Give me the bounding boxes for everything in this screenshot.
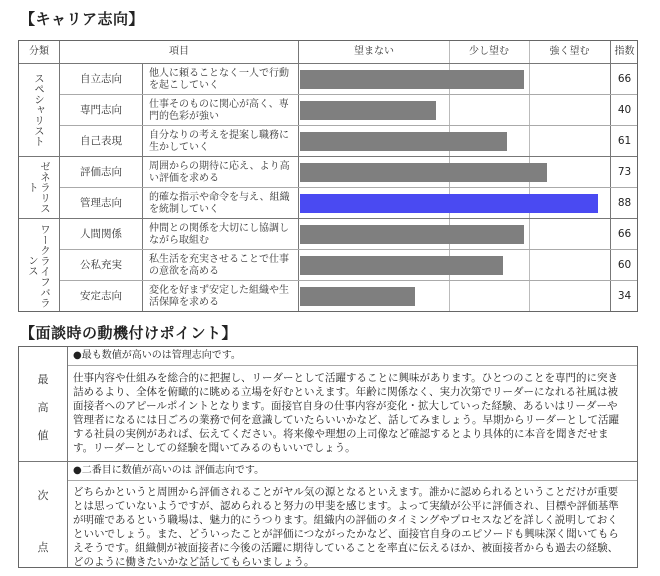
row-name: 専門志向 [80,104,122,116]
top-body: 仕事内容や仕組みを総合的に把握し、リーダーとして活躍することに興味があります。ひとつのことを専門的に突き詰めるより、全体を俯瞰的に眺める立場を好むといえます。年齢に関係なく、実力次第でリーダーになれる社風は被面接者へのアピールポイントとなります。面接官自身の仕事内容が変化・拡大していった経験、あるいはリーダーや管理者になるには日ごろの業務で何を意識していたらいいかなど、話してみましょう。早期からリーダーとして活躍する社員の実例があれば、伝えてください。将来像や理想の上司像など確認するとより具体的に本音を聞きだせます。リーダーとしての経験を聞いてみるのもいいでしょう。 [73,372,619,454]
headline-divider [68,480,637,481]
header-item: 項目 [169,46,189,57]
score-bar [300,194,598,213]
second-headline: ●二番目に数値が高いのは 評価志向です。 [73,465,265,476]
second-label-char: 点 [37,541,49,554]
col-divider [298,41,299,311]
header-score: 指数 [614,46,635,57]
second-body: どちらかというと周囲から評価されることがヤル気の源となるといえます。誰かに認められるということだけが重要とは思っていないようですが、認められると努力の甲斐を感じます。よって実績が公平に評価され、目標や評価基準が明確であるという職場は、魅力的にうつります。組織内の評価のタイミングやプロセスなどを詳しく説明しておくといいでしょう。また、どういったことが評価につながったかなど、面接官自身のエピソードも興味深く聞いてもらえそうです。組織側が被面接者に今後の活躍に期待していることを率直に伝えるほか、被面接者からも過去の経験、どのように働きたいかなど話してもらいましょう。 [73,486,619,568]
row-score: 34 [617,290,632,302]
row-name: 安定志向 [80,290,122,302]
row-desc: 的確な指示や命令を与え、組織を統制していく [149,192,290,215]
second-label-char: 次 [37,489,49,502]
row-desc: 仕事そのものに関心が高く、専門的色彩が強い [149,99,289,122]
top-headline: ●最も数値が高いのは管理志向です。 [73,350,241,361]
row-score: 66 [617,228,632,240]
row-desc: 他人に頼ることなく一人で行動を起こしていく [149,68,289,91]
row-score: 40 [617,104,632,116]
header-category: 分類 [29,46,49,57]
header-mid: 少し望む [469,46,509,57]
row-name: 自立志向 [80,73,122,85]
row-desc: 変化を好まず安定した組織や生活保障を求める [149,285,289,308]
category-generalist: ゼネラリスト [27,161,51,214]
score-bar [300,256,503,275]
career-orientation-table [18,40,638,312]
row-score: 73 [617,166,632,178]
row-score: 88 [617,197,632,209]
row-score: 60 [617,259,632,271]
row-desc: 周囲からの期待に応え、より高い評価を求める [149,161,290,184]
headline-divider [68,365,637,366]
score-bar [300,70,524,89]
top-label-char: 最 [37,373,49,386]
row-desc: 自分なりの考えを提案し職務に生かしていく [149,130,289,153]
interview-section-title: 【面談時の動機付けポイント】 [20,324,238,342]
row-name: 管理志向 [80,197,122,209]
category-work-life-balance: ワークライフバランス [27,223,51,308]
score-bar [300,163,547,182]
row-name: 人間関係 [80,228,122,240]
label-divider [67,347,68,567]
header-high: 強く望む [549,46,590,57]
career-section-title: 【キャリア志向】 [20,10,145,28]
score-bar [300,132,507,151]
row-name: 評価志向 [80,166,122,178]
category-specialist: スペシャリスト [33,73,45,147]
row-name: 自己表現 [80,135,122,147]
motivation-points-box [18,346,638,568]
row-score: 61 [617,135,632,147]
top-label-char: 高 [37,401,49,414]
score-bar [300,101,436,120]
row-desc: 仲間との関係を大切にし協調しながら取組む [149,223,289,246]
row-score: 66 [617,73,632,85]
score-bar [300,225,524,244]
row-name: 公私充実 [80,259,122,271]
score-bar [300,287,415,306]
header-low: 望まない [354,46,394,57]
top-label-char: 値 [37,429,49,442]
row-desc: 私生活を充実させることで仕事の意欲を高める [149,254,289,277]
